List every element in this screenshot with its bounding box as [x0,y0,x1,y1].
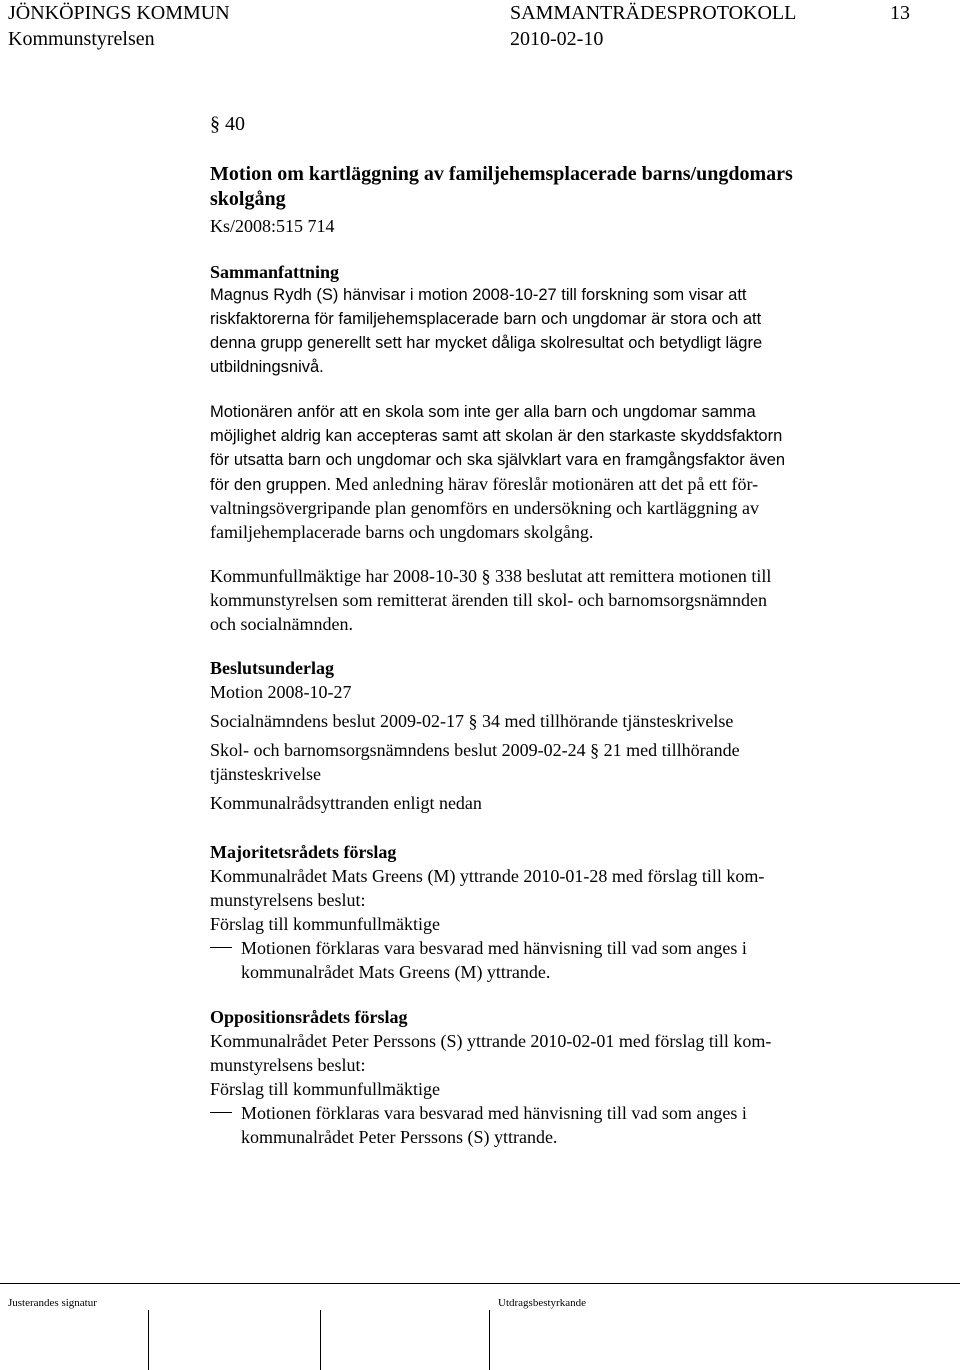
majority-heading: Majoritetsrådets förslag [210,842,397,862]
summary-p2-line-start: för den gruppen. [210,476,332,494]
footer-rule [0,1283,960,1284]
section-number: § 40 [210,113,245,135]
section-title-line-1: Motion om kartläggning av familjehemsplacerade barns/ungdomars [210,163,793,185]
majority-line: Förslag till kommunfullmäktige [210,914,440,934]
summary-p2-line [210,472,758,497]
header-page-number: 13 [890,2,910,24]
opposition-line: munstyrelsens beslut: [210,1055,366,1075]
basis-item: Skol- och barnomsorgsnämndens beslut 2009-02-24 § 21 med tillhörande [210,740,740,760]
majority-line: munstyrelsens beslut: [210,890,366,910]
header-org: JÖNKÖPINGS KOMMUN [8,2,230,24]
summary-p1-line: riskfaktorerna för familjehemsplacerade barn och ungdomar är stora och att [210,310,762,328]
summary-heading: Sammanfattning [210,262,340,282]
section-title-line-2: skolgång [210,188,286,210]
basis-item: Kommunalrådsyttranden enligt nedan [210,793,482,813]
summary-p1-line: Magnus Rydh (S) hänvisar i motion 2008-10-27 till forskning som visar att [210,286,747,304]
signature-box-divider [320,1310,321,1370]
summary-p2-line-end: Med anledning härav föreslår motionären att det på ett för- [335,474,759,494]
summary-p3-line: Kommunfullmäktige har 2008-10-30 § 338 beslutat att remittera motionen till [210,566,772,586]
summary-p2-line: möjlighet aldrig kan accepteras samt att skolan är den starkaste skyddsfaktorn [210,427,783,445]
majority-dash-bullet [210,947,232,948]
summary-p3-line: och socialnämnden. [210,614,353,634]
opposition-bullet-line: kommunalrådet Peter Perssons (S) yttrande. [241,1127,558,1147]
header-body: Kommunstyrelsen [8,28,155,50]
summary-p2-line: Motionären anför att en skola som inte ger alla barn och ungdomar samma [210,403,756,421]
extract-label: Utdragsbestyrkande [498,1297,586,1309]
header-date: 2010-02-10 [510,28,604,50]
signature-box-divider [489,1310,490,1370]
basis-item: tjänsteskrivelse [210,764,321,784]
signature-box-divider [148,1310,149,1370]
opposition-heading: Oppositionsrådets förslag [210,1007,408,1027]
basis-heading: Beslutsunderlag [210,658,335,678]
summary-p1-line: utbildningsnivå. [210,358,324,376]
summary-p1-line: denna grupp generellt sett har mycket dåliga skolresultat och betydligt lägre [210,334,763,352]
header-doc-type: SAMMANTRÄDESPROTOKOLL [510,2,797,24]
opposition-bullet-line: Motionen förklaras vara besvarad med hänvisning till vad som anges i [241,1103,747,1123]
case-reference: Ks/2008:515 714 [210,216,335,236]
majority-bullet-line: Motionen förklaras vara besvarad med hänvisning till vad som anges i [241,938,747,958]
signature-label: Justerandes signatur [8,1297,97,1309]
opposition-dash-bullet [210,1112,232,1113]
opposition-line: Kommunalrådet Peter Perssons (S) yttrande 2010-02-01 med förslag till kom- [210,1031,772,1051]
summary-p3-line: kommunstyrelsen som remitterat ärenden till skol- och barnomsorgsnämnden [210,590,768,610]
opposition-line: Förslag till kommunfullmäktige [210,1079,440,1099]
summary-p2-line: familjehemplacerade barns och ungdomars skolgång. [210,522,594,542]
majority-bullet-line: kommunalrådet Mats Greens (M) yttrande. [241,962,551,982]
summary-p2-line: för utsatta barn och ungdomar och ska självklart vara en framgångsfaktor även [210,451,786,469]
basis-item: Motion 2008-10-27 [210,682,352,702]
basis-item: Socialnämndens beslut 2009-02-17 § 34 med tillhörande tjänsteskrivelse [210,711,734,731]
summary-p2-line: valtningsövergripande plan genomförs en undersökning och kartläggning av [210,498,760,518]
majority-line: Kommunalrådet Mats Greens (M) yttrande 2010-01-28 med förslag till kom- [210,866,765,886]
